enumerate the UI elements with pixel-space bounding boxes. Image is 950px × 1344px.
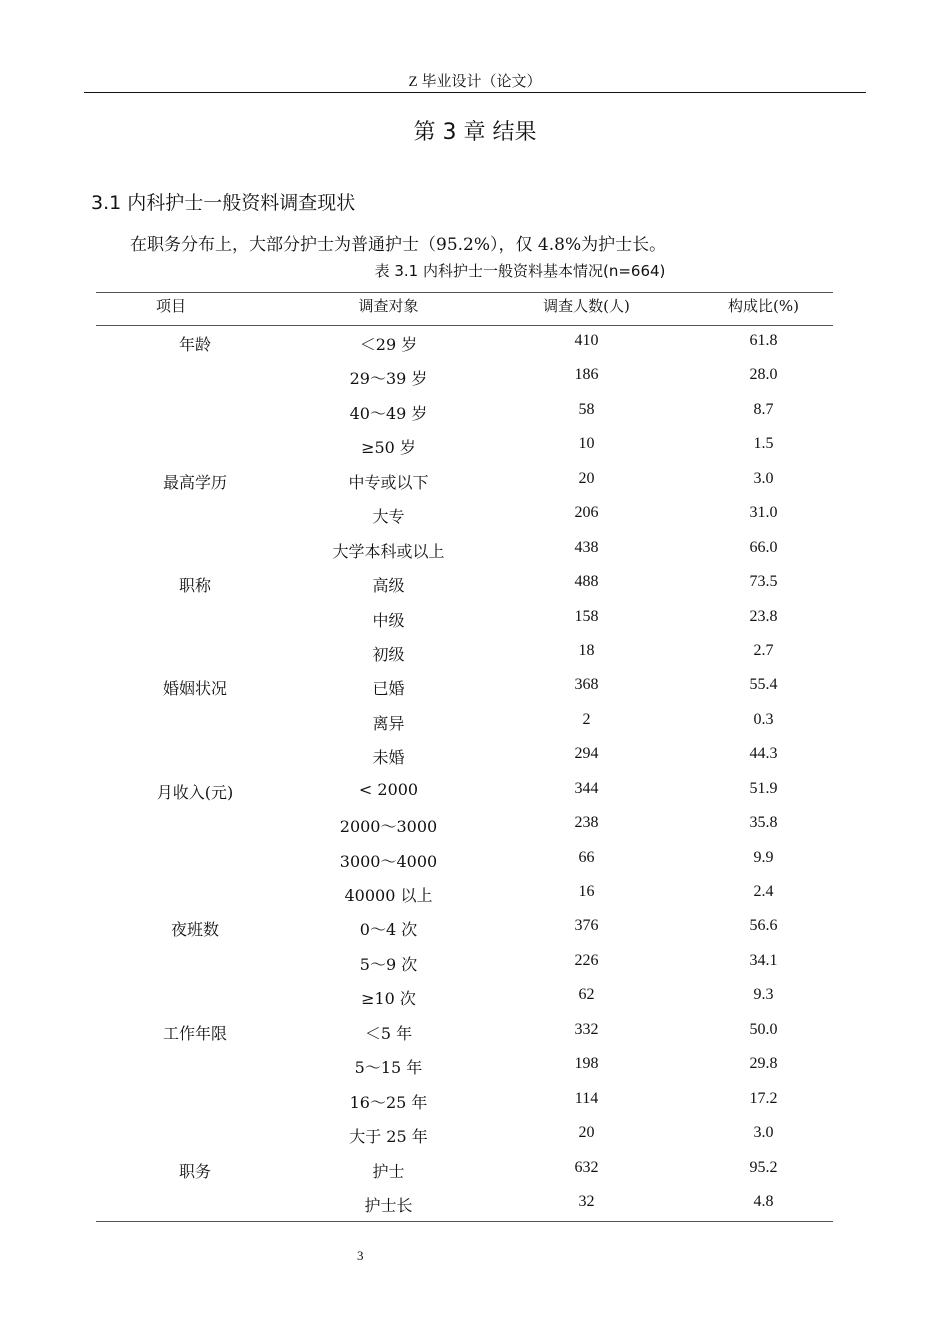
body-paragraph: 在职务分布上，大部分护士为普通护士（95.2%），仅 4.8%为护士长。 (130, 235, 667, 255)
row-pct: 56.6 (749, 917, 778, 935)
row-count: 488 (574, 573, 599, 591)
row-item: 0～4 次 (359, 920, 418, 940)
row-pct: 66.0 (749, 538, 778, 556)
row-pct: 73.5 (749, 573, 778, 591)
row-count: 238 (574, 814, 599, 832)
table-row (96, 1053, 833, 1087)
row-pct: 35.8 (749, 814, 778, 832)
row-category: 最高学历 (162, 472, 227, 492)
row-category: 工作年限 (162, 1023, 227, 1043)
header-category: 项目 (155, 297, 186, 315)
row-count: 18 (578, 641, 595, 659)
row-pct: 2.7 (753, 641, 774, 659)
row-count: 62 (578, 986, 595, 1004)
row-pct: 9.9 (753, 848, 774, 866)
row-item: 5～15 年 (354, 1058, 423, 1078)
row-pct: 55.4 (749, 676, 778, 694)
table-row (96, 915, 833, 949)
row-pct: 0.3 (753, 710, 774, 728)
header-pct: 构成比(%) (728, 297, 799, 315)
table-row (96, 1019, 833, 1053)
row-item: ＜29 岁 (359, 335, 418, 354)
table-row (96, 571, 833, 605)
row-pct: 3.0 (753, 469, 774, 487)
row-pct: 23.8 (749, 607, 778, 625)
table-row (96, 881, 833, 915)
row-count: 158 (574, 607, 599, 625)
row-pct: 1.5 (753, 435, 774, 453)
row-item: 3000～4000 (339, 851, 438, 871)
table-row (96, 330, 833, 364)
row-count: 294 (574, 745, 599, 763)
row-item: 大专 (372, 507, 405, 527)
row-item: 29～39 岁 (349, 369, 428, 389)
table-bottom-rule (96, 1221, 833, 1222)
row-item: ≥10 次 (361, 989, 416, 1009)
row-item: 离异 (372, 713, 405, 733)
row-item: 未婚 (372, 748, 405, 768)
row-count: 10 (578, 435, 595, 453)
row-pct: 3.0 (753, 1124, 774, 1142)
table-row (96, 537, 833, 571)
row-count: 186 (574, 366, 599, 384)
row-item: ＜5 年 (364, 1023, 413, 1043)
row-count: 344 (574, 779, 599, 797)
table-row (96, 433, 833, 467)
table-row (96, 502, 833, 536)
row-count: 16 (578, 883, 595, 900)
row-pct: 95.2 (749, 1158, 778, 1176)
row-category: 月收入(元) (156, 782, 234, 802)
section-title: 3.1 内科护士一般资料调查现状 (91, 192, 356, 214)
row-item: 16～25 年 (349, 1092, 428, 1112)
row-pct: 31.0 (749, 504, 778, 522)
row-item: ≥50 岁 (361, 438, 416, 458)
row-pct: 50.0 (749, 1020, 778, 1038)
table-row (96, 847, 833, 881)
row-category: 职称 (178, 576, 211, 596)
row-pct: 51.9 (749, 779, 778, 797)
row-count: 66 (578, 848, 595, 866)
table-row (96, 950, 833, 984)
row-item: 中级 (372, 610, 405, 630)
row-count: 376 (574, 917, 599, 935)
chapter-title: 第 3 章 结果 (413, 120, 537, 145)
row-count: 438 (574, 538, 599, 556)
row-item: 已婚 (372, 679, 405, 699)
row-count: 368 (574, 676, 599, 694)
row-pct: 2.4 (753, 883, 774, 900)
table-row (96, 640, 833, 674)
row-item: 40000 以上 (344, 886, 433, 905)
table-row (96, 1088, 833, 1122)
row-count: 410 (574, 332, 599, 349)
table-top-rule (96, 292, 833, 293)
row-category: 年龄 (178, 335, 211, 354)
row-count: 226 (574, 951, 599, 969)
row-item: 2000～3000 (339, 817, 438, 837)
table-row (96, 984, 833, 1018)
table-row (96, 778, 833, 812)
header-item: 调查对象 (358, 297, 419, 315)
row-pct: 34.1 (749, 951, 778, 969)
row-item: 大学本科或以上 (332, 541, 445, 561)
row-count: 632 (574, 1158, 599, 1176)
row-pct: 4.8 (753, 1192, 774, 1210)
header-count: 调查人数(人) (543, 297, 630, 315)
table-row (96, 709, 833, 743)
row-pct: 9.3 (753, 986, 774, 1004)
row-count: 198 (574, 1055, 599, 1073)
table-header (96, 295, 833, 315)
row-pct: 8.7 (753, 400, 774, 418)
row-pct: 61.8 (749, 332, 778, 349)
table-row (96, 743, 833, 777)
table-row (96, 468, 833, 502)
row-count: 20 (578, 1124, 595, 1142)
row-pct: 17.2 (749, 1089, 778, 1107)
table-row (96, 364, 833, 398)
row-pct: 29.8 (749, 1055, 778, 1073)
row-count: 2 (582, 710, 591, 728)
page-header: Z 毕业设计（论文） (408, 74, 542, 90)
row-item: 大于 25 年 (349, 1127, 428, 1147)
row-pct: 44.3 (749, 745, 778, 763)
row-pct: 28.0 (749, 366, 778, 384)
table-caption: 表 3.1 内科护士一般资料基本情况(n=664) (374, 262, 666, 280)
table-row (96, 1122, 833, 1156)
row-category: 夜班数 (170, 920, 219, 940)
row-count: 206 (574, 504, 599, 522)
header-divider (84, 92, 866, 93)
row-item: 中专或以下 (348, 472, 429, 492)
row-item: 5～9 次 (359, 954, 418, 974)
row-count: 114 (574, 1089, 599, 1107)
row-item: 高级 (372, 576, 405, 596)
table-row (96, 812, 833, 846)
row-item: 40～49 岁 (349, 403, 428, 423)
row-item: 初级 (372, 644, 405, 664)
table-body (96, 330, 833, 1225)
row-item: 护士长 (364, 1195, 413, 1215)
row-category: 职务 (178, 1161, 211, 1181)
row-item: 护士 (372, 1161, 405, 1181)
table-row (96, 399, 833, 433)
table-row (96, 1157, 833, 1191)
row-count: 32 (578, 1192, 595, 1210)
row-count: 20 (578, 469, 595, 487)
row-item: < 2000 (358, 779, 419, 799)
table-header-rule (96, 325, 833, 326)
table-row (96, 606, 833, 640)
row-count: 332 (574, 1020, 599, 1038)
table-row (96, 674, 833, 708)
page-number: 3 (357, 1248, 364, 1263)
row-category: 婚姻状况 (162, 679, 227, 699)
row-count: 58 (578, 400, 595, 418)
